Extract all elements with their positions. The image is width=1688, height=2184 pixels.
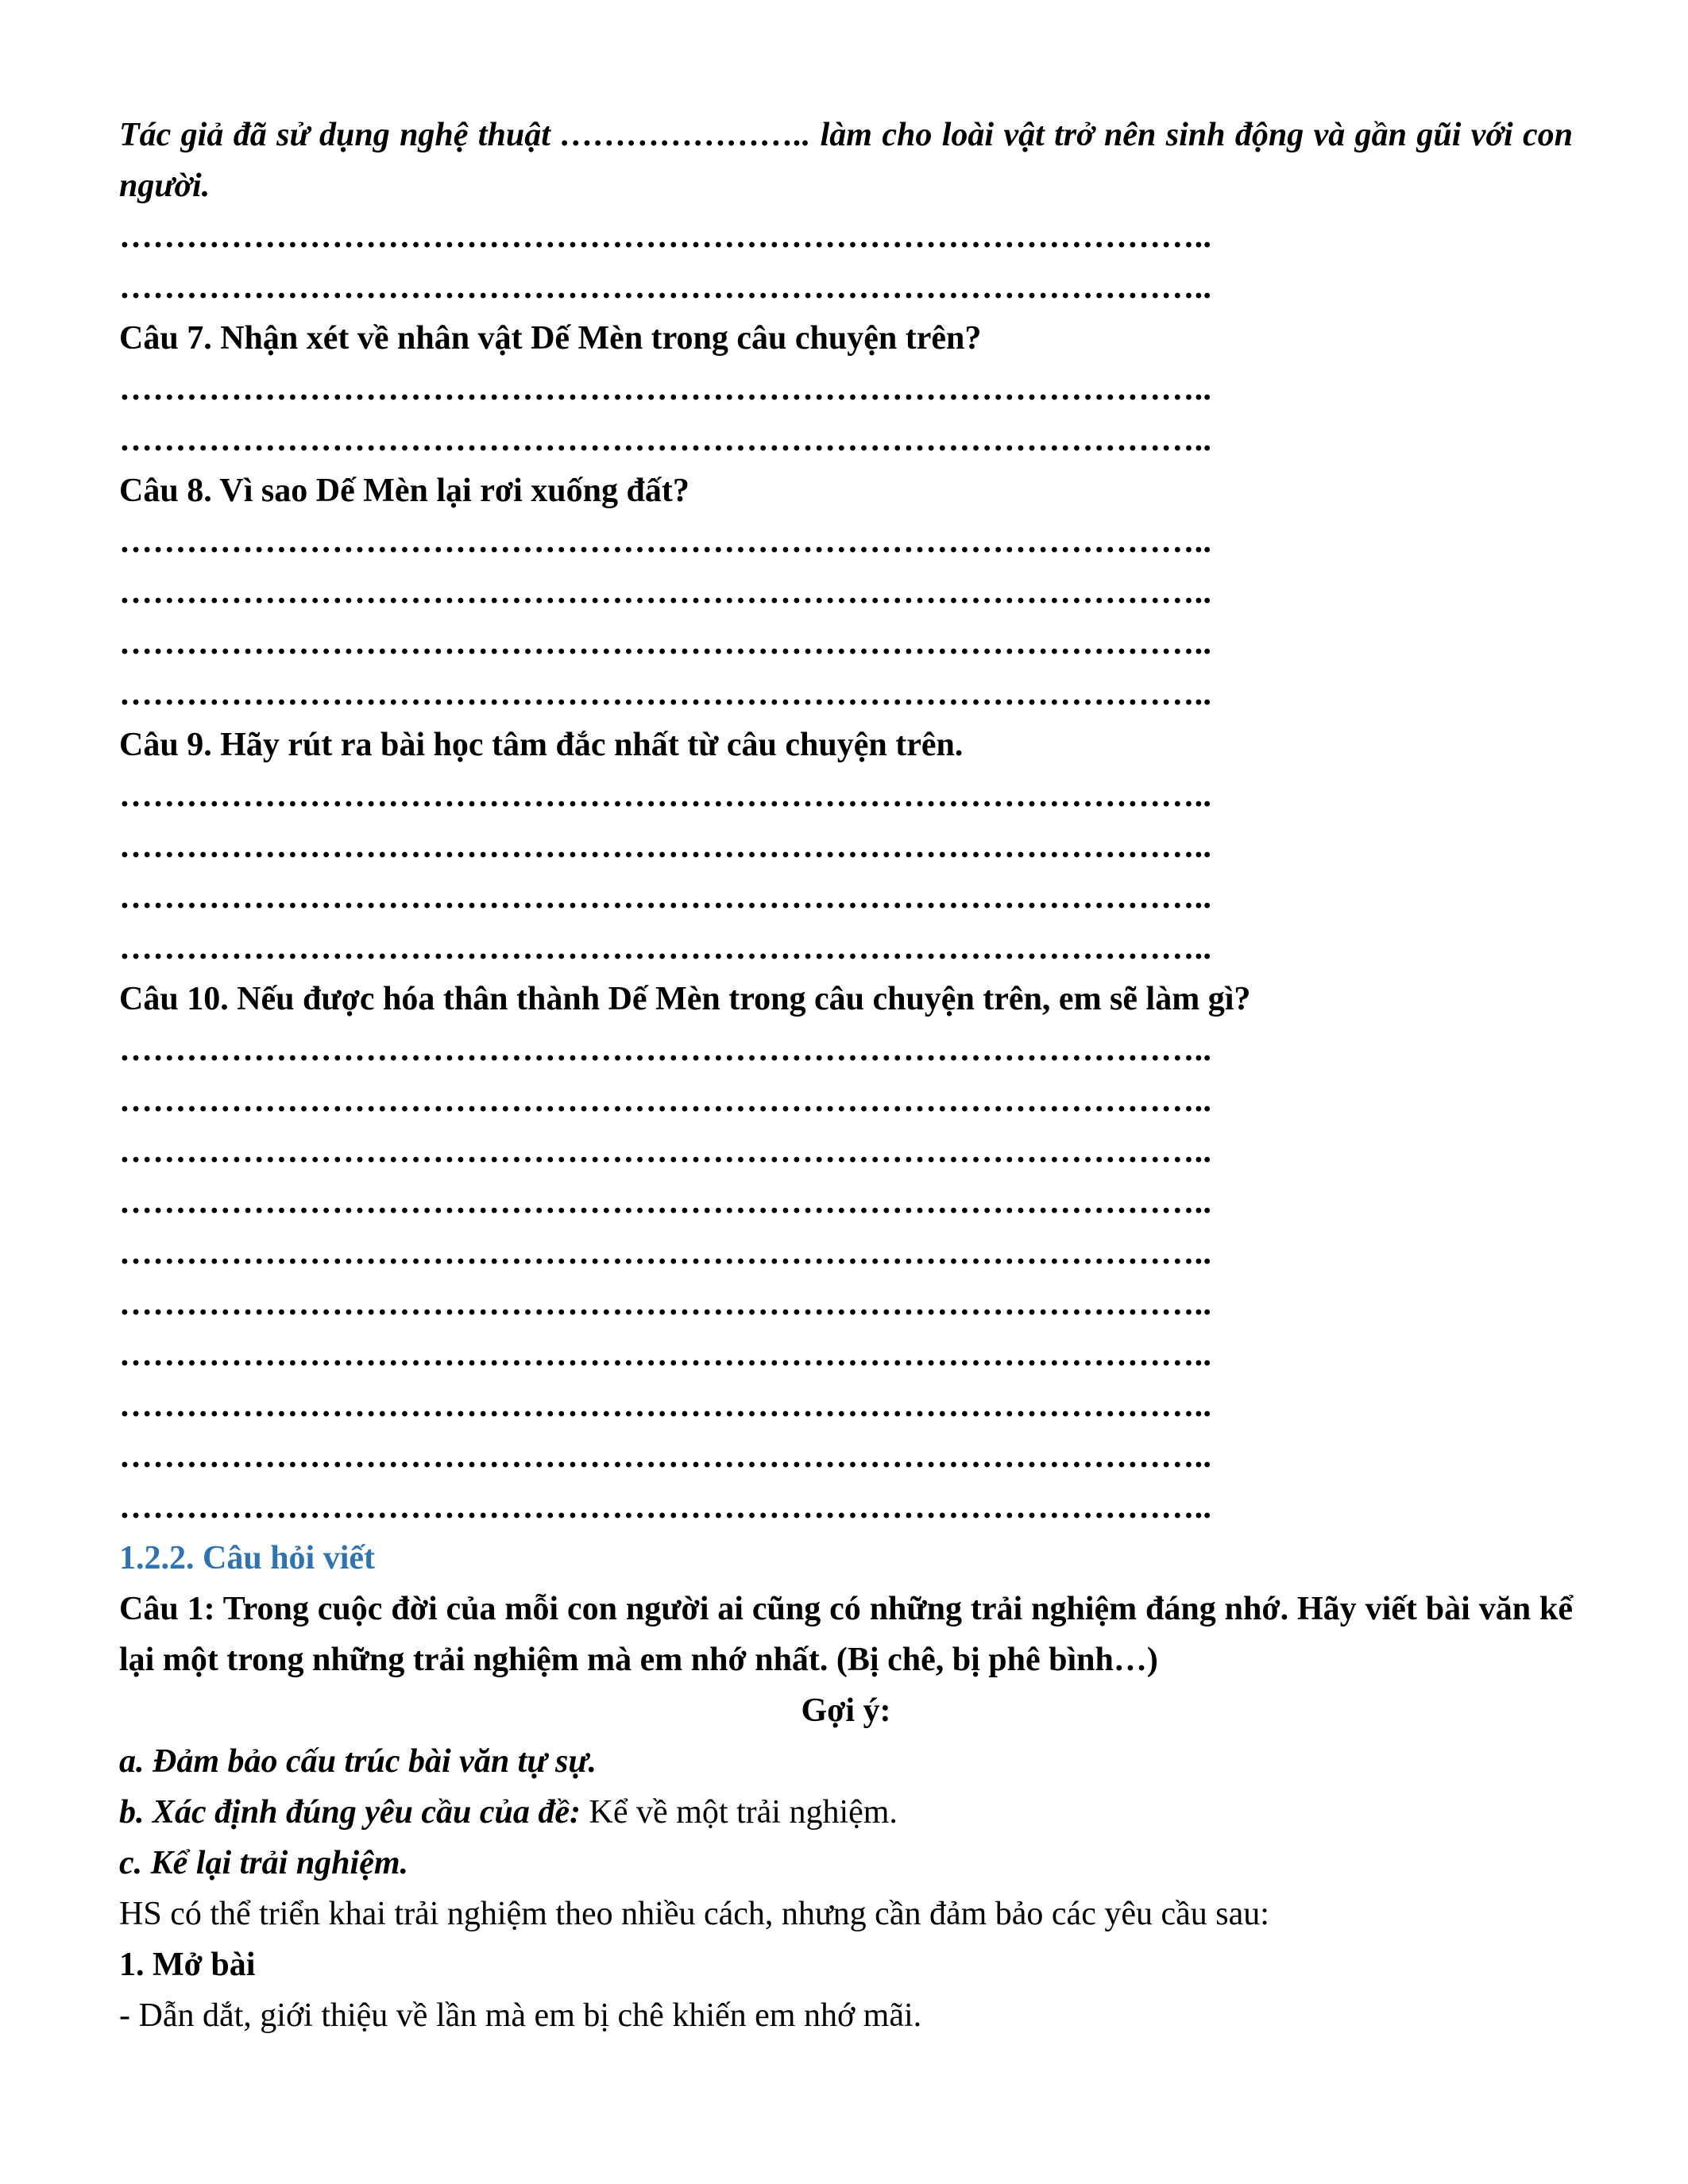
answer-line: …………………………………………………………………………………….. bbox=[119, 1286, 1212, 1322]
worksheet-page bbox=[119, 110, 1573, 2041]
intro-part2: làm cho loài vật trở nên sinh động và gần gũi với con người. bbox=[119, 117, 1574, 204]
answer-line: …………………………………………………………………………………….. bbox=[119, 625, 1212, 662]
writing-question: Câu 1: Trong cuộc đời của mỗi con người ai cũng có những trải nghiệm đáng nhớ. Hãy viết bài văn kể lại một trong những trải nghiệm mà em nhớ nhất. (Bị chê, bị phê bình…) bbox=[119, 1591, 1573, 1678]
part1-title: 1. Mở bài bbox=[119, 1947, 256, 1983]
answer-line: …………………………………………………………………………………….. bbox=[119, 1082, 1212, 1119]
question-label: Câu 8. Vì sao Dế Mèn lại rơi xuống đất? bbox=[119, 473, 689, 509]
answer-line: …………………………………………………………………………………….. bbox=[119, 778, 1212, 814]
hint-b bbox=[119, 1787, 1573, 1838]
question-label: Câu 10. Nếu được hóa thân thành Dế Mèn trong câu chuyện trên, em sẽ làm gì? bbox=[119, 981, 1251, 1017]
question-label: Câu 7. Nhận xét về nhân vật Dế Mèn trong câu chuyện trên? bbox=[119, 320, 982, 357]
question-block bbox=[119, 974, 1573, 1533]
hint-note: HS có thể triển khai trải nghiệm theo nhiều cách, nhưng cần đảm bảo các yêu cầu sau: bbox=[119, 1896, 1269, 1932]
answer-line: …………………………………………………………………………………….. bbox=[119, 422, 1212, 458]
answer-line: …………………………………………………………………………………….. bbox=[119, 1387, 1212, 1424]
answer-line: …………………………………………………………………………………….. bbox=[119, 1032, 1212, 1068]
answer-line: …………………………………………………………………………………….. bbox=[119, 1184, 1212, 1221]
question-list bbox=[119, 313, 1573, 1533]
question-label: Câu 9. Hãy rút ra bài học tâm đắc nhất từ câu chuyện trên. bbox=[119, 727, 964, 763]
answer-line: …………………………………………………………………………………….. bbox=[119, 218, 1212, 255]
answer-line: …………………………………………………………………………………….. bbox=[119, 879, 1212, 916]
answer-line: …………………………………………………………………………………….. bbox=[119, 523, 1212, 560]
hint-b-text: Kể về một trải nghiệm. bbox=[581, 1794, 898, 1831]
answer-line: …………………………………………………………………………………….. bbox=[119, 269, 1212, 306]
intro-part1: Tác giả đã sử dụng nghệ thuật bbox=[119, 117, 550, 153]
question-block bbox=[119, 313, 1573, 465]
question-block bbox=[119, 720, 1573, 974]
answer-line: …………………………………………………………………………………….. bbox=[119, 1489, 1212, 1526]
intro-blank: ………………….. bbox=[560, 117, 811, 153]
answer-line: …………………………………………………………………………………….. bbox=[119, 1133, 1212, 1170]
answer-line: …………………………………………………………………………………….. bbox=[119, 676, 1212, 712]
answer-line: …………………………………………………………………………………….. bbox=[119, 930, 1212, 967]
intro-statement bbox=[119, 110, 1573, 211]
answer-line: …………………………………………………………………………………….. bbox=[119, 1438, 1212, 1475]
answer-lines-intro bbox=[119, 211, 1573, 313]
hint-a: a. Đảm bảo cấu trúc bài văn tự sự. bbox=[119, 1743, 597, 1780]
hint-b-label: b. Xác định đúng yêu cầu của đề: bbox=[119, 1794, 581, 1831]
answer-line: …………………………………………………………………………………….. bbox=[119, 574, 1212, 611]
answer-line: …………………………………………………………………………………….. bbox=[119, 1337, 1212, 1373]
hint-title: Gợi ý: bbox=[801, 1692, 891, 1729]
answer-line: …………………………………………………………………………………….. bbox=[119, 828, 1212, 865]
section-heading: 1.2.2. Câu hỏi viết bbox=[119, 1540, 376, 1576]
answer-line: …………………………………………………………………………………….. bbox=[119, 371, 1212, 407]
question-block bbox=[119, 465, 1573, 720]
hint-c: c. Kể lại trải nghiệm. bbox=[119, 1845, 409, 1881]
part1-text: - Dẫn dắt, giới thiệu về lần mà em bị chê khiến em nhớ mãi. bbox=[119, 1997, 922, 2034]
answer-line: …………………………………………………………………………………….. bbox=[119, 1235, 1212, 1271]
